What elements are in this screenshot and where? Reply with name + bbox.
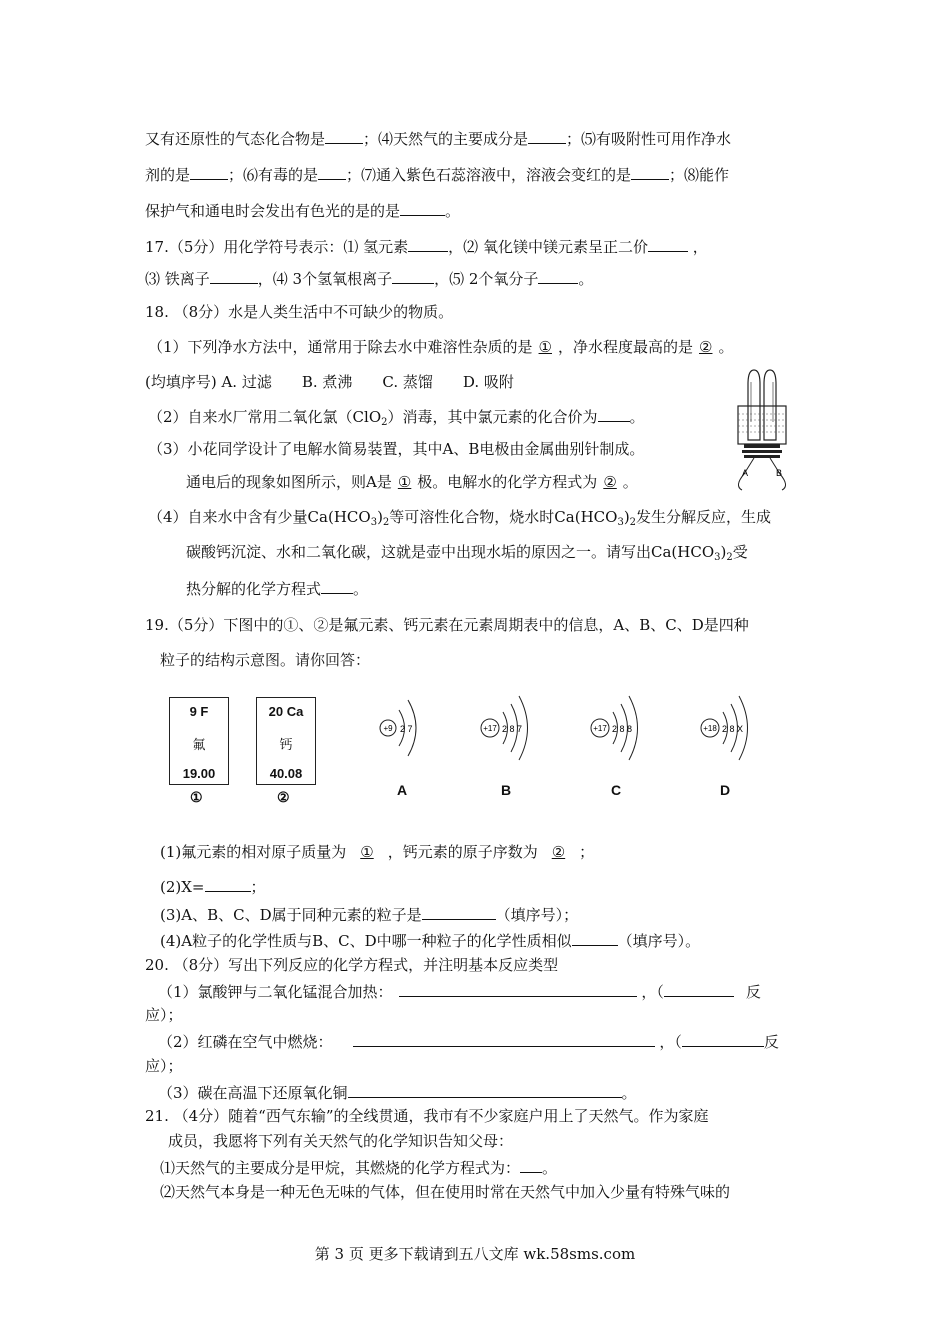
answer-blank[interactable] [321,578,353,594]
electrode-a-label: A [742,468,749,478]
element-card-calcium [256,697,316,785]
answer-blank[interactable] [528,128,566,144]
q19-part-3: (3)A、B、C、D属于同种元素的粒子是 （填序号）； [160,906,579,924]
q18-part-3-line-2: 通电后的现象如图所示，则A是 ① 极。电解水的化学方程式为 ② 。 [186,473,638,491]
q21-part-2: ⑵天然气本身是一种无色无味的气体，但在使用时常在天然气中加入少量有特殊气味的 [160,1183,731,1201]
answer-blank[interactable] [598,406,630,422]
electron-shells: 2 8 8 [612,724,633,734]
q21-line-2: 成员，我愿将下列有关天然气的化学知识告知父母： [168,1132,514,1150]
q17-line-2: ⑶ 铁离子 ，⑷ 3个氢氧根离子 ，⑸ 2个氧分子 。 [145,270,594,288]
answer-blank[interactable] [422,904,496,920]
atom-diagram-a [370,686,440,770]
electrode-b-label: B [776,468,783,478]
answer-blank[interactable] [399,981,637,997]
element-card-fluorine [169,697,229,785]
q21-line-1: 21. （4分）随着“西气东输”的全线贯通，我市有不少家庭户用上了天然气。作为家庭 [145,1107,709,1125]
atom-label: D [720,782,731,798]
answer-blank[interactable] [348,1082,622,1098]
electron-shells: 2 7 [400,724,413,734]
answer-blank[interactable] [408,236,448,252]
answer-blank[interactable] [682,1031,764,1047]
q18-part-2: （2）自来水厂常用二氧化氯（ClO$_2$）消毒，其中氯元素的化合价为 。 [148,408,645,428]
atom-diagram-c [584,686,664,770]
element-mass: 40.08 [269,766,303,781]
q18-part-1: （1）下列净水方法中，通常用于除去水中难溶性杂质的是 ① ，净水程度最高的是 ② 。 [148,338,734,356]
atom-diagram-b [474,686,554,770]
element-name: 氟 [192,738,206,753]
q18-part-3-line-1: （3）小花同学设计了电解水简易装置，其中A、B电极由金属曲别针制成。 [148,440,645,458]
electrolysis-apparatus-diagram [722,362,802,492]
electron-shells: 2 8 7 [502,724,523,734]
answer-blank[interactable]: ① [397,473,412,491]
q16-line-2: 剂的是 ；⑹有毒的是 ；⑺通入紫色石蕊溶液中，溶液会变红的是 ；⑻能作 [145,166,730,184]
atom-label: C [611,782,622,798]
answer-blank[interactable] [210,268,258,284]
q16-line-1: 又有还原性的气态化合物是 ；⑷天然气的主要成分是 ；⑸有吸附性可用作净水 [145,130,732,148]
nucleus-charge: +9 [383,724,393,733]
q19-line-2: 粒子的结构示意图。请你回答： [160,651,371,669]
nucleus-charge: +17 [593,724,607,733]
element-name: 钙 [279,738,293,753]
q20-part-3: （3）碳在高温下还原氧化铜 。 [158,1084,637,1102]
answer-blank[interactable] [520,1157,542,1173]
q19-part-4: (4)A粒子的化学性质与B、C、D中哪一种粒子的化学性质相似 （填序号）。 [160,932,701,950]
q20-part-1: （1）氯酸钾与二氧化锰混合加热： ，（ 反 [158,983,761,1001]
nucleus-charge: +17 [483,724,497,733]
answer-blank[interactable] [572,930,618,946]
q21-part-1: ⑴天然气的主要成分是甲烷，其燃烧的化学方程式为： 。 [160,1159,558,1177]
answer-blank[interactable]: ② [603,473,617,491]
q20-part-2-cont: 应）； [145,1057,183,1075]
element-number-symbol: 9 F [189,704,209,719]
answer-blank[interactable] [205,876,251,892]
q20-part-1-cont: 应）； [145,1006,183,1024]
element-number-symbol: 20 Ca [268,704,304,719]
q18-title: 18. （8分）水是人类生活中不可缺少的物质。 [145,303,454,321]
q16-line-3: 保护气和通电时会发出有色光的是的是 。 [145,202,461,220]
answer-blank[interactable] [325,128,363,144]
element-mark: ② [277,789,290,805]
nucleus-charge: +18 [703,724,717,733]
answer-blank[interactable] [318,164,346,180]
atom-diagram-d [694,686,774,770]
answer-blank[interactable]: ① [360,843,374,861]
answer-blank[interactable] [664,981,734,997]
answer-blank[interactable] [648,236,688,252]
answer-blank[interactable]: ② [551,843,566,861]
q18-part-4-line-2: 碳酸钙沉淀、水和二氧化碳，这就是壶中出现水垢的原因之一。请写出$Ca(HCO_3)_2$受 [186,543,748,563]
q17-line-1: 17.（5分）用化学符号表示：⑴ 氢元素 ，⑵ 氧化镁中镁元素呈正二价 ， [145,238,708,256]
answer-blank[interactable] [631,164,669,180]
electron-shells: 2 8 X [722,724,744,734]
answer-blank[interactable]: ② [699,338,713,356]
q19-part-1: (1)氟元素的相对原子质量为 ① ，钙元素的原子序数为 ② ； [160,843,595,861]
page-footer: 第 3 页 更多下载请到五八文库 wk.58sms.com [314,1245,636,1263]
q18-part-4-line-3: 热分解的化学方程式 。 [186,580,369,598]
q18-part-4-line-1: （4）自来水中含有少量$Ca(HCO_3)_2$等可溶性化合物，烧水时$Ca(HCO_3)_2$发生分解反应，生成 [148,508,772,528]
q19-line-1: 19.（5分）下图中的①、②是氟元素、钙元素在元素周期表中的信息，A、B、C、D是四种 [145,616,749,634]
atom-label: A [397,782,408,798]
answer-blank[interactable] [353,1031,655,1047]
q18-options: (均填序号) A. 过滤 B. 煮沸 C. 蒸馏 D. 吸附 [145,373,514,391]
q20-title: 20. （8分）写出下列反应的化学方程式，并注明基本反应类型 [145,956,559,974]
answer-blank[interactable] [538,268,578,284]
element-mass: 19.00 [182,766,216,781]
atom-label: B [501,782,512,798]
answer-blank[interactable]: ① [538,338,552,356]
answer-blank[interactable] [400,200,445,216]
q19-part-2: (2)X= ； [160,878,266,896]
element-mark: ① [190,789,203,805]
q20-part-2: （2）红磷在空气中燃烧： ，（ 反 [158,1033,779,1051]
answer-blank[interactable] [190,164,228,180]
answer-blank[interactable] [392,268,434,284]
